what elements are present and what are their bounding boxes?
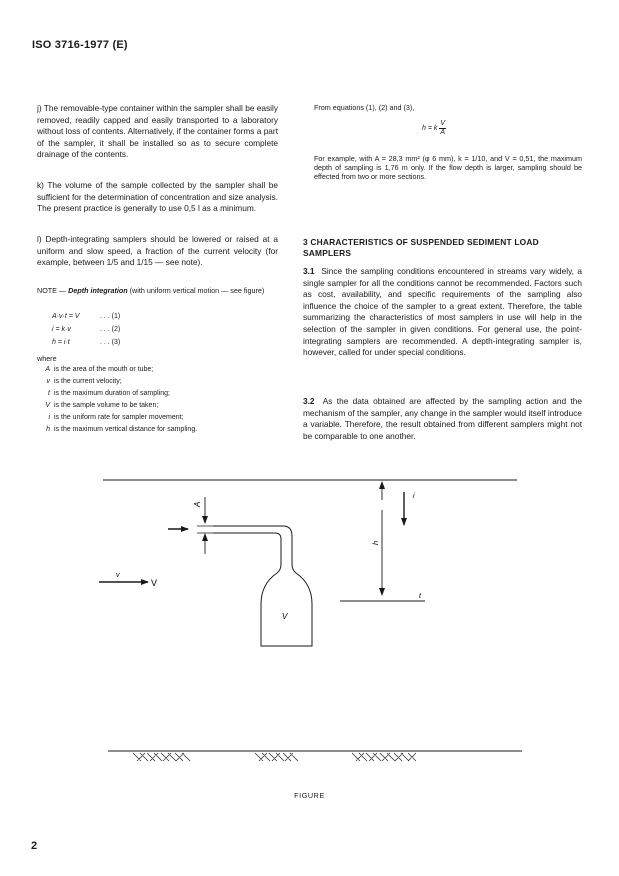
- item-j: [37, 103, 278, 161]
- definition-row: t is the maximum duration of sampling;: [48, 390, 170, 397]
- note: [37, 286, 278, 296]
- definition-row: V is the sample volume to be taken;: [45, 402, 159, 409]
- definition-row: i is the uniform rate for sampler movement;: [48, 414, 184, 421]
- formula-numerator: V: [440, 120, 445, 127]
- page-number: 2: [31, 840, 38, 852]
- depth-label: h: [371, 540, 380, 545]
- equation-number: . . . (2): [100, 326, 121, 333]
- note-title: Depth integration: [68, 286, 128, 295]
- equation-lhs: i = k·v: [52, 326, 71, 333]
- bottle-volume-label: V: [282, 612, 288, 621]
- document-header: ISO 3716-1977 (E): [32, 39, 128, 51]
- river-bed-hatching: [133, 753, 416, 761]
- figure-caption: FIGURE: [294, 791, 325, 800]
- velocity-arrow-label: V: [151, 578, 158, 588]
- paragraph-3-2: [303, 396, 582, 442]
- example-text: For example, with A = 28,3 mm² (φ 6 mm), k = 1/10, and V = 0,51, the maximum depth of sampling is 1,76 m only. If the flow depth is larger, sampling should be effected from two or more sections.: [314, 154, 582, 182]
- where-label: where: [37, 354, 57, 363]
- item-l: [37, 234, 278, 269]
- equation-1: [52, 310, 120, 323]
- note-rest: (with uniform vertical motion — see figure): [127, 286, 265, 295]
- equation-number: . . . (3): [100, 339, 121, 346]
- formula: [422, 120, 446, 137]
- from-equations: From equations (1), (2) and (3),: [314, 103, 415, 112]
- note-prefix: NOTE —: [37, 286, 69, 295]
- equation-lhs: A·v·t = V: [52, 313, 80, 320]
- paragraph-text: As the data obtained are affected by the sampling action and the mechanism of the sampler, any change in the sampler would itself introduce a variable. Therefore, the result obtained from different samplers might not be comparable to one another.: [303, 396, 583, 441]
- item-l-text: l) Depth-integrating samplers should be lowered or raised at a uniform and slow speed, a fraction of the current velocity (for example, between 1/5 and 1/15 — see note).: [37, 234, 278, 268]
- time-label: t: [419, 593, 421, 600]
- item-k-text: k) The volume of the sample collected by the sampler shall be sufficient for the determination of concentration and size analysis. The present practice is generally to use 0,5 l as a minimum.: [37, 180, 278, 214]
- movement-rate-label: i: [413, 493, 415, 500]
- sampler-bottle: [213, 526, 312, 646]
- paragraph-3-1: [303, 266, 582, 359]
- velocity-label: v: [116, 572, 120, 579]
- equation-lhs: h = i·t: [52, 339, 70, 346]
- formula-fraction: [439, 120, 446, 137]
- definition-row: v is the current velocity;: [46, 378, 122, 385]
- definition-row: h is the maximum vertical distance for sampling.: [46, 426, 198, 433]
- equation-3: [52, 336, 120, 349]
- paragraph-number: 3.1: [303, 266, 315, 276]
- equation-2: [52, 323, 120, 336]
- definition-row: A is the area of the mouth or tube;: [45, 366, 154, 373]
- area-label: A: [193, 501, 202, 507]
- equation-number: . . . (1): [100, 313, 121, 320]
- equations: [52, 310, 120, 349]
- paragraph-number: 3.2: [303, 396, 315, 406]
- section-heading: 3 CHARACTERISTICS OF SUSPENDED SEDIMENT LOAD SAMPLERS: [303, 237, 539, 259]
- paragraph-text: Since the sampling conditions encountered in streams vary widely, a single sampler for all the conditions cannot be recommended. Factors such as cost, availability, and specific requirements of the sampling also influence the choice of the sampler to a great extent. Therefore, the table summarizing the characteristics of most samplers in use will help in the selection of the sampler in given conditions. For general use, the point-integrating samplers are recommended. A depth-integrating sampler is, however, called for under special conditions.: [303, 266, 582, 358]
- example-paragraph: [314, 154, 582, 190]
- sampler-figure: [0, 470, 619, 780]
- item-j-text: j) The removable-type container within the sampler shall be easily removed, readily capped and easily transported to a laboratory without loss of contents. Alternatively, if the container forms a part of the sampler, it shall be installed so as to secure complete drainage of the contents.: [37, 103, 278, 160]
- item-k: [37, 180, 278, 215]
- formula-lhs: h = k: [422, 125, 438, 132]
- definitions-list: [37, 364, 197, 436]
- formula-denominator: A: [440, 129, 445, 136]
